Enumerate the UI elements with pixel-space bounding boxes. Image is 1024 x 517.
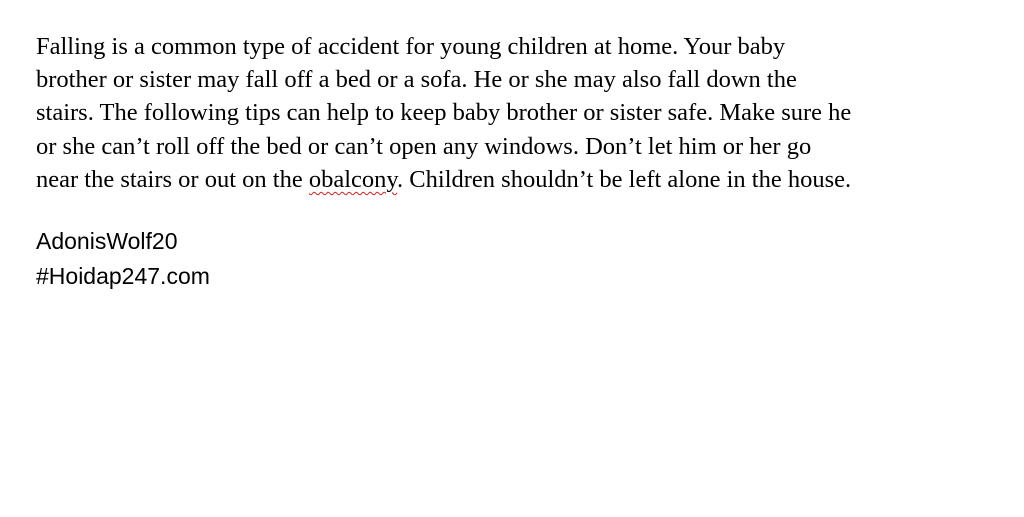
line-5-after: . Children shouldn’t be left alone in the house. <box>397 165 852 193</box>
main-paragraph <box>36 30 996 196</box>
author-name: AdonisWolf20 <box>36 228 178 254</box>
paragraph-line-4: or she can’t roll off the bed or can’t open any windows. Don’t let him or her go <box>36 132 812 160</box>
paragraph-line-1: Falling is a common type of accident for young children at home. Your baby <box>36 33 786 60</box>
paragraph-line-2: brother or sister may fall off a bed or a sofa. He or she may also fall down the <box>36 66 797 94</box>
misspelled-word[interactable]: obalcony <box>308 165 398 193</box>
paragraph-line-3: stairs. The following tips can help to keep baby brother or sister safe. Make sure he <box>36 99 852 127</box>
paragraph-line-5 <box>36 163 996 196</box>
document-body <box>36 30 996 196</box>
signature-block <box>36 224 210 294</box>
line-5-before: near the stairs or out on the <box>36 165 309 193</box>
site-tag: #Hoidap247.com <box>36 263 210 289</box>
